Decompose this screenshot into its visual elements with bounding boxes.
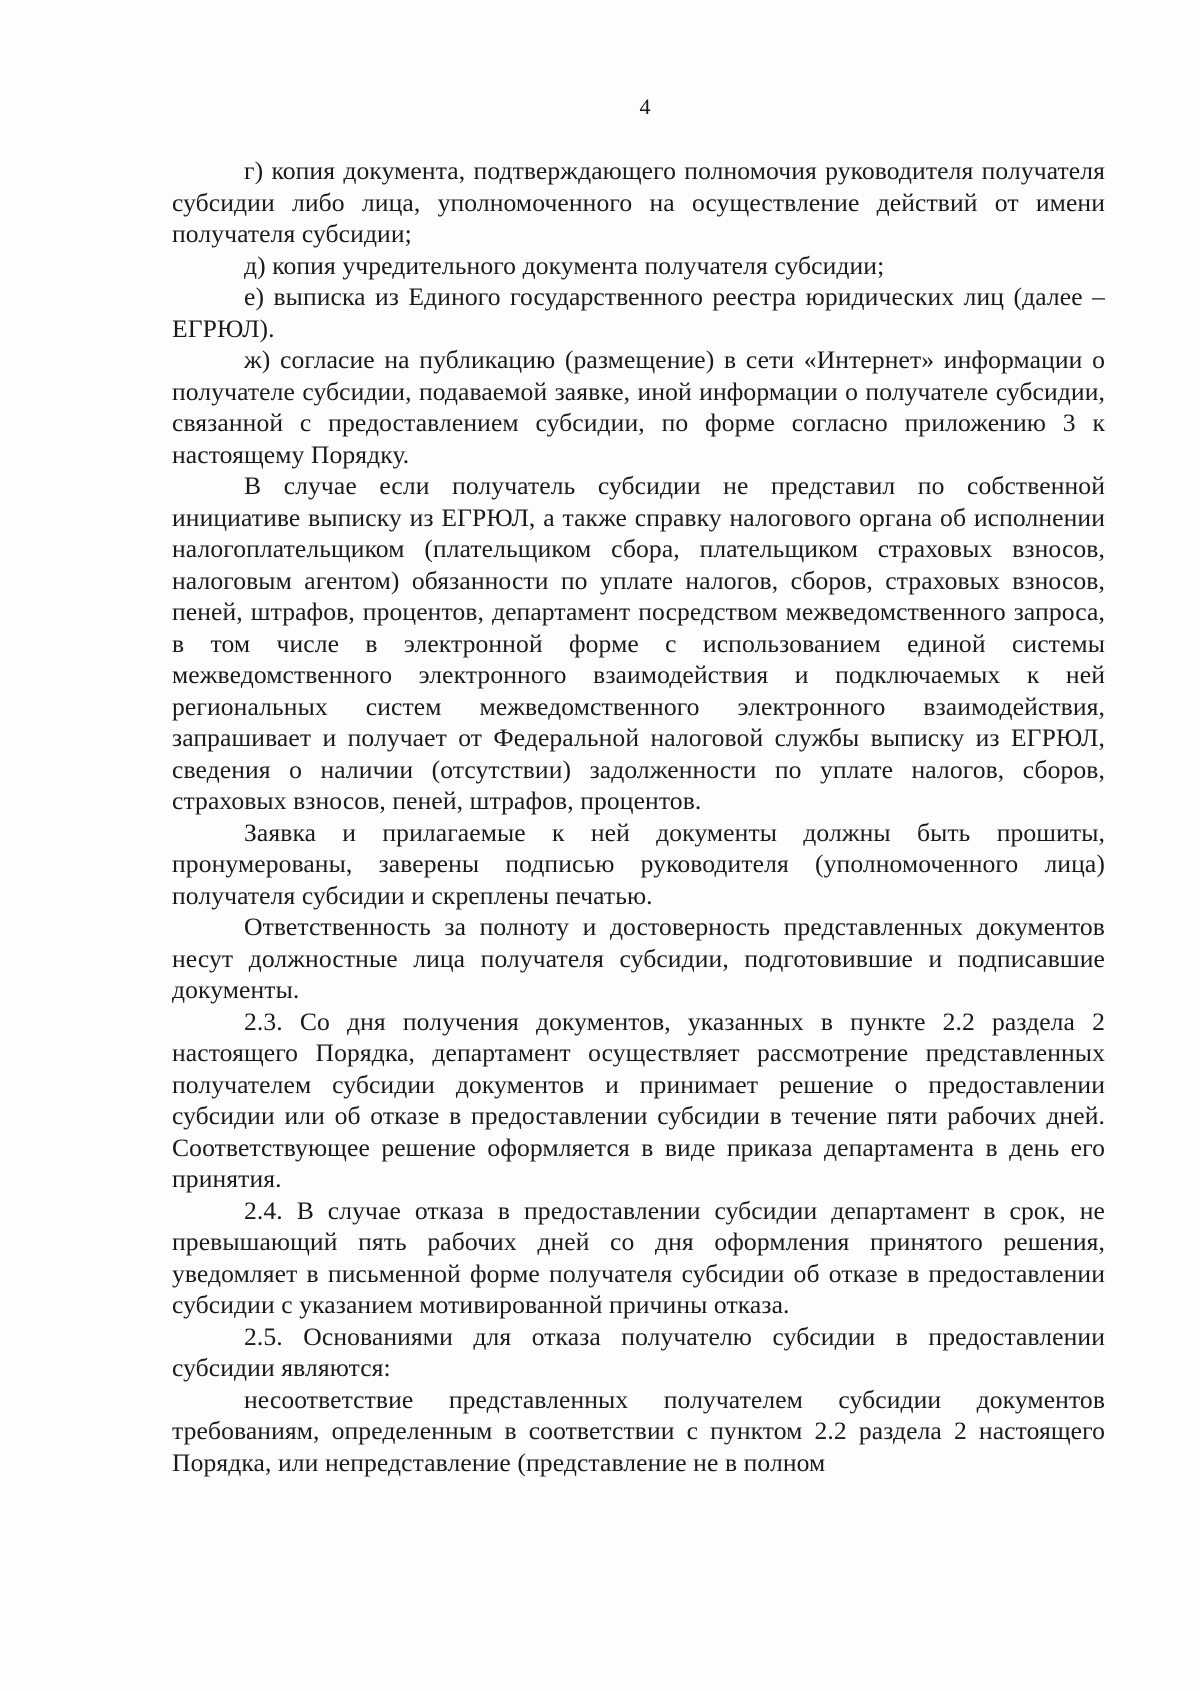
document-body xyxy=(172,155,1105,1478)
paragraph-interagency-request: В случае если получатель субсидии не представил по собственной инициативе выписку из ЕГРЮЛ, а также справку налогового органа об исполнении налогоплательщиком (плательщиком сбора, плательщиком страховых взносов, налоговым агентом) обязанности по уплате налогов, сборов, страховых взносов, пеней, штрафов, процентов, департамент посредством межведомственного запроса, в том числе в электронной форме с использованием единой системы межведомственного электронного взаимодействия и подключаемых к ней региональных систем межведомственного электронного взаимодействия, запрашивает и получает от Федеральной налоговой службы выписку из ЕГРЮЛ, сведения о наличии (отсутствии) задолженности по уплате налогов, сборов, страховых взносов, пеней, штрафов, процентов. xyxy=(172,471,1105,815)
paragraph-application-binding: Заявка и прилагаемые к ней документы должны быть прошиты, пронумерованы, заверены подписью руководителя (уполномоченного лица) получателя субсидии и скреплены печатью. xyxy=(172,817,1105,910)
page-number: 4 xyxy=(639,94,651,119)
paragraph-responsibility: Ответственность за полноту и достоверность представленных документов несут должностные лица получателя субсидии, подготовившие и подписавшие документы. xyxy=(172,912,1105,1004)
paragraph-2-4-refusal-notice: 2.4. В случае отказа в предоставлении субсидии департамент в срок, не превышающий пять рабочих дней со дня оформления принятого решения, уведомляет в письменной форме получателя субсидии об отказе в предоставлении субсидии с указанием мотивированной причины отказа. xyxy=(172,1195,1105,1319)
paragraph-2-3-review: 2.3. Со дня получения документов, указанных в пункте 2.2 раздела 2 настоящего Порядка, департамент осуществляет рассмотрение представленных получателем субсидии документов и принимает решение о предоставлении субсидии или об отказе в предоставлении субсидии в течение пяти рабочих дней. Соответствующее решение оформляется в виде приказа департамента в день его принятия. xyxy=(172,1006,1105,1193)
paragraph-d-founding-document-copy: д) копия учредительного документа получателя субсидии; xyxy=(244,250,885,280)
paragraph-zh-publication-consent: ж) согласие на публикацию (размещение) в сети «Интернет» информации о получателе субсидии, подаваемой заявке, иной информации о получателе субсидии, связанной с предоставлением субсидии, по форме согласно приложению 3 к настоящему Порядку. xyxy=(172,345,1105,469)
paragraph-g-manager-authority-copy: г) копия документа, подтверждающего полномочия руководителя получателя субсидии либо лица, уполномоченного на осуществление действий от имени получателя субсидии; xyxy=(172,156,1105,248)
paragraph-e-egrul-extract: е) выписка из Единого государственного реестра юридических лиц (далее – ЕГРЮЛ). xyxy=(172,282,1105,343)
paragraph-2-5-refusal-grounds: 2.5. Основаниями для отказа получателю субсидии в предоставлении субсидии являются: xyxy=(172,1321,1105,1382)
paragraph-nonconformity: несоответствие представленных получателем субсидии документов требованиям, определенным в соответствии с пунктом 2.2 раздела 2 настоящего Порядка, или непредставление (представление не в полном xyxy=(172,1384,1105,1477)
